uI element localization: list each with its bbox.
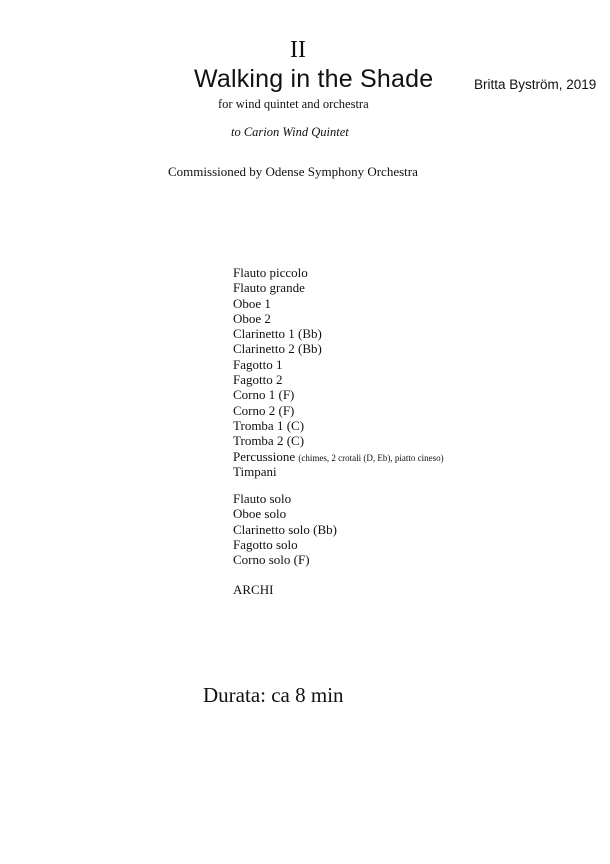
instrument-item xyxy=(233,341,444,356)
instrument-item xyxy=(233,418,444,433)
instrument-item xyxy=(233,265,444,280)
instrument-item xyxy=(233,464,444,479)
work-subtitle: for wind quintet and orchestra xyxy=(218,97,369,111)
commission-note: Commissioned by Odense Symphony Orchestra xyxy=(168,164,418,179)
strings-list xyxy=(233,582,273,597)
instrument-name: Flauto grande xyxy=(233,280,305,296)
instrument-item xyxy=(233,403,444,418)
instrument-item xyxy=(233,372,444,387)
instrument-name: Flauto piccolo xyxy=(233,265,308,280)
soloist-item: Clarinetto solo (Bb) xyxy=(233,521,337,537)
instrument-name: Oboe 2 xyxy=(233,310,271,326)
soloist-item: Fagotto solo xyxy=(233,536,298,552)
instrument-name: Percussione xyxy=(233,448,296,464)
soloist-item: Corno solo (F) xyxy=(233,552,310,568)
instrument-name: Clarinetto 1 (Bb) xyxy=(233,326,322,342)
instrument-item xyxy=(233,387,444,402)
instrument-item xyxy=(233,311,444,326)
instrument-item xyxy=(233,326,444,341)
instrument-name: Fagotto 1 xyxy=(233,356,283,372)
instrument-item xyxy=(233,433,444,448)
work-title: Walking in the Shade xyxy=(194,65,434,93)
instrument-name: Timpani xyxy=(233,463,277,479)
soloist-item: Flauto solo xyxy=(233,491,292,506)
instrument-name: Oboe 1 xyxy=(233,295,271,311)
composer-credit: Britta Byström, 2019 xyxy=(474,77,597,92)
instrument-name: Corno 1 (F) xyxy=(233,387,295,403)
dedication: to Carion Wind Quintet xyxy=(231,125,349,139)
instrument-item xyxy=(233,357,444,372)
instrument-detail: (chimes, 2 crotali (D, Eb), piatto cineso) xyxy=(298,452,444,463)
instrument-name: Fagotto 2 xyxy=(233,372,283,388)
instrument-item xyxy=(233,449,444,464)
instrument-name: Clarinetto 2 (Bb) xyxy=(233,341,322,357)
duration: Durata: ca 8 min xyxy=(203,683,344,707)
soloist-item: Oboe solo xyxy=(233,506,287,522)
soloist-instrument-list xyxy=(233,491,337,567)
instrument-name: Tromba 2 (C) xyxy=(233,433,305,449)
instrument-name: Tromba 1 (C) xyxy=(233,417,305,433)
orchestra-instrument-list xyxy=(233,265,444,479)
instrument-item xyxy=(233,296,444,311)
movement-number: II xyxy=(290,37,306,63)
strings-item: ARCHI xyxy=(233,582,274,597)
instrument-name: Corno 2 (F) xyxy=(233,402,295,418)
instrument-item xyxy=(233,280,444,295)
